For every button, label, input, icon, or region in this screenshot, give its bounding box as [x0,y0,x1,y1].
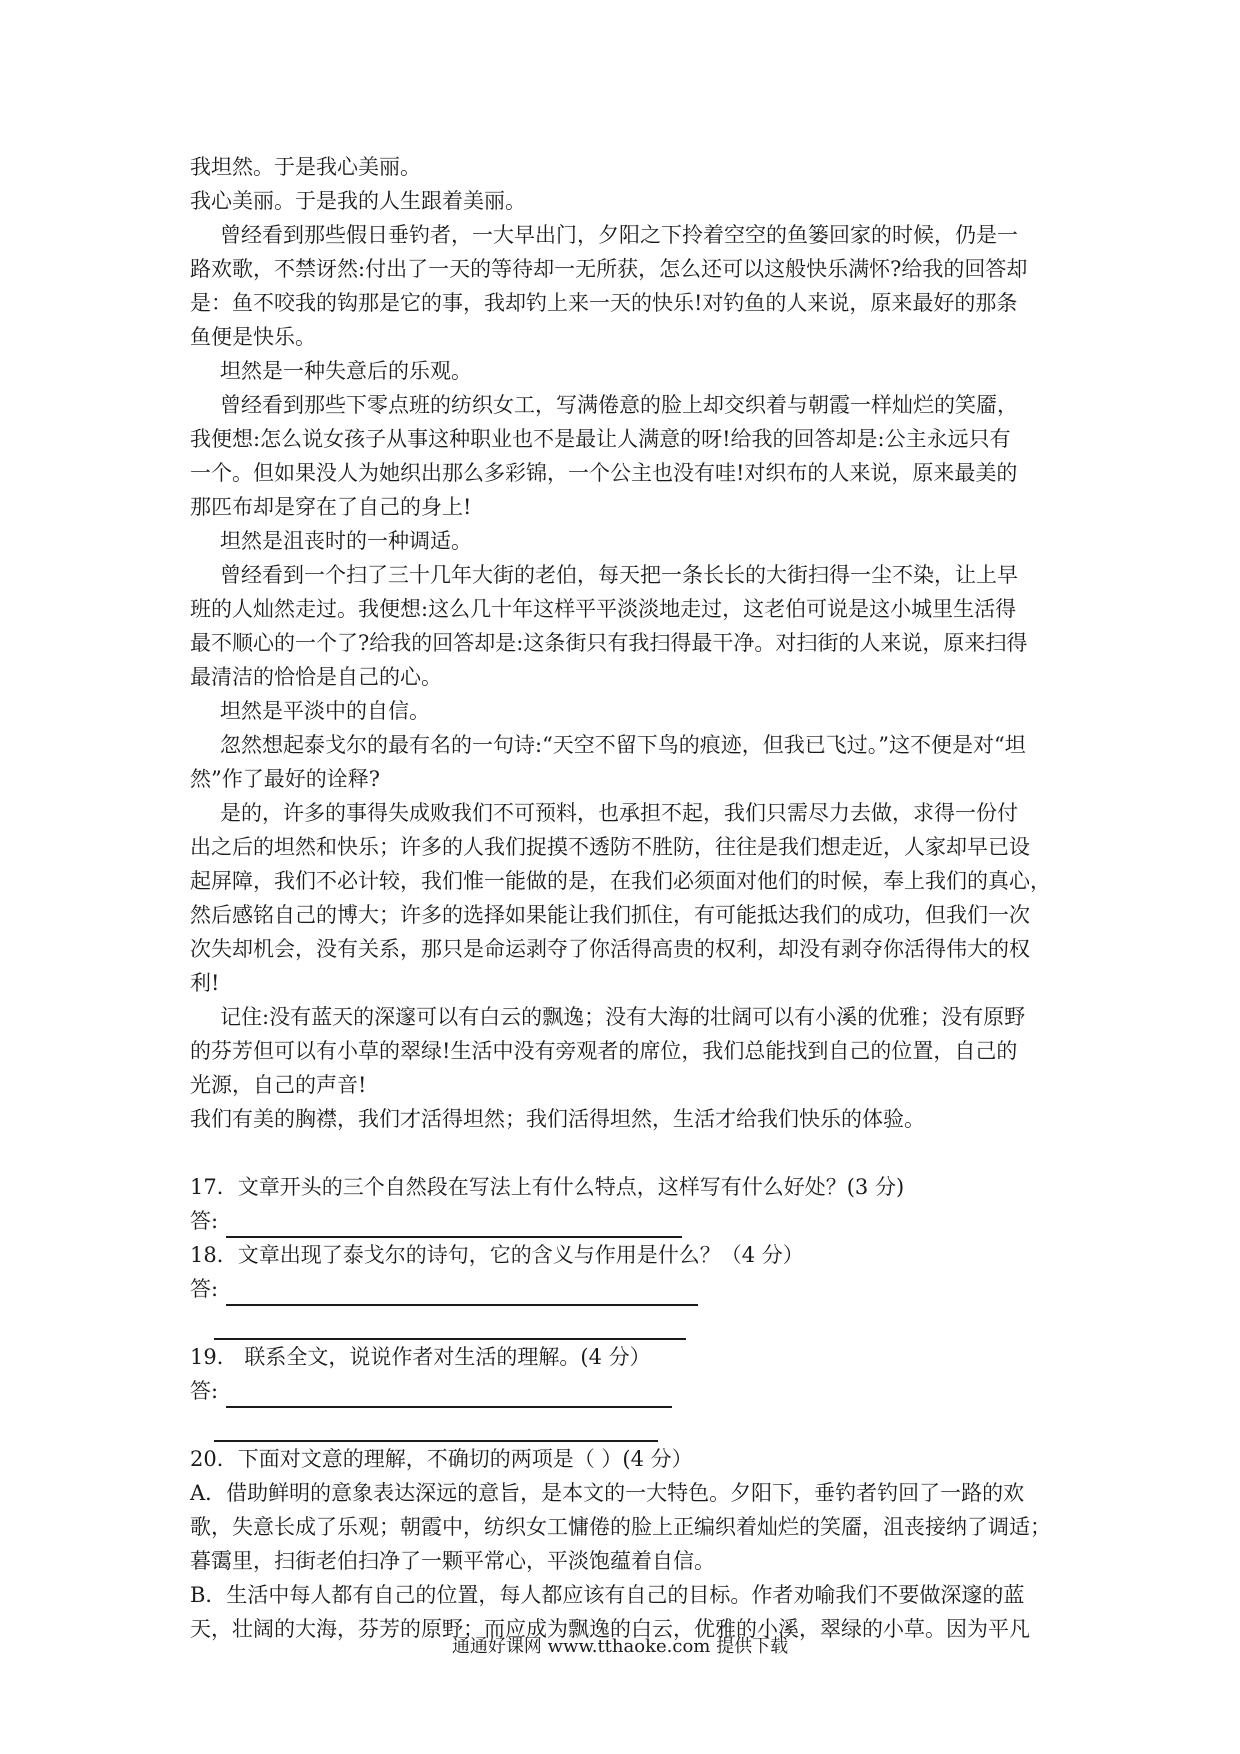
answer-label: 答: [190,1379,219,1403]
text-line: 然”作了最好的诠释? [190,767,380,791]
answer-18 [190,1272,1060,1306]
text-line: 光源，自己的声音! [190,1073,367,1097]
text-line: 坦然是平淡中的自信。 [220,699,430,723]
text-line: 鱼便是快乐。 [190,325,316,349]
text-line: 我们有美的胸襟，我们才活得坦然；我们活得坦然，生活才给我们快乐的体验。 [190,1107,925,1131]
text-line: 的芬芳但可以有小草的翠绿!生活中没有旁观者的席位，我们总能找到自己的位置，自己的 [190,1039,1018,1063]
text-line: 忽然想起泰戈尔的最有名的一句诗:“天空不留下鸟的痕迹，但我已飞过。”这不便是对“坦 [220,733,1026,757]
article-body [190,150,1060,1646]
section-gap [190,1136,1060,1170]
text-line: 利! [190,971,220,995]
text-line: 次失却机会，没有关系，那只是命运剥夺了你活得高贵的权利，却没有剥夺你活得伟大的权 [190,937,1030,961]
answer-19-blank[interactable] [226,1380,672,1408]
article-paragraphs [190,150,1060,1136]
option-line: B．生活中每人都有自己的位置，每人都应该有自己的目标。作者劝喻我们不要做深邃的蓝 [190,1583,1025,1607]
text-line: 是：鱼不咬我的钩那是它的事，我却钓上来一天的快乐!对钓鱼的人来说，原来最好的那条 [190,291,1018,315]
text-line: 最不顺心的一个了?给我的回答却是:这条街只有我扫得最干净。对扫街的人来说，原来扫得 [190,631,1028,655]
text-line: 起屏障，我们不必计较，我们惟一能做的是，在我们必须面对他们的时候，奉上我们的真心， [190,869,1051,893]
text-line: 一个。但如果没人为她织出那么多彩锦，一个公主也没有哇!对织布的人来说，原来最美的 [190,461,1018,485]
text-line: 路欢歌，不禁讶然:付出了一天的等待却一无所获，怎么还可以这般快乐满怀?给我的回答却 [190,257,1028,281]
option-line: A．借助鲜明的意象表达深远的意旨，是本文的一大特色。夕阳下，垂钓者钓回了一路的欢 [190,1481,1025,1505]
option-line: 歌，失意长成了乐观；朝霞中，纺织女工慵倦的脸上正编织着灿烂的笑靥，沮丧接纳了调适； [190,1515,1051,1539]
text-line: 坦然是一种失意后的乐观。 [220,359,472,383]
question-19: 19． 联系全文，说说作者对生活的理解。(4 分） [190,1345,651,1369]
text-line: 那匹布却是穿在了自己的身上! [190,495,472,519]
option-line: 暮霭里，扫街老伯扫净了一颗平常心，平淡饱蕴着自信。 [190,1549,715,1573]
text-line: 班的人灿然走过。我便想:这么几十年这样平平淡淡地走过，这老伯可说是这小城里生活得 [190,597,1017,621]
text-line: 最清洁的恰恰是自己的心。 [190,665,442,689]
question-20: 20．下面对文意的理解，不确切的两项是（ ）(4 分） [190,1447,693,1471]
text-line: 曾经看到一个扫了三十几年大街的老伯，每天把一条长长的大街扫得一尘不染，让上早 [220,563,1018,587]
text-line: 我坦然。于是我心美丽。 [190,155,421,179]
answer-label: 答: [190,1209,219,1233]
page-footer: 通通好课网 www.tthaoke.com 提供下载 [451,1636,789,1657]
answer-19 [190,1374,1060,1408]
answer-label: 答: [190,1277,219,1301]
answer-17-blank[interactable] [226,1210,682,1238]
answer-18-extra [190,1306,1060,1340]
text-line: 我心美丽。于是我的人生跟着美丽。 [190,189,526,213]
text-line: 曾经看到那些假日垂钓者，一大早出门，夕阳之下拎着空空的鱼篓回家的时候，仍是一 [220,223,1018,247]
question-18: 18．文章出现了泰戈尔的诗句，它的含义与作用是什么？（4 分） [190,1243,804,1267]
answer-18-blank-2[interactable] [214,1312,686,1340]
answer-18-blank[interactable] [226,1278,698,1306]
question-17: 17．文章开头的三个自然段在写法上有什么特点，这样写有什么好处？(3 分) [190,1175,905,1199]
text-line: 是的，许多的事得失成败我们不可预料，也承担不起，我们只需尽力去做，求得一份付 [220,801,1018,825]
text-line: 然后感铭自己的博大；许多的选择如果能让我们抓住，有可能抵达我们的成功，但我们一次 [190,903,1030,927]
text-line: 记住:没有蓝天的深邃可以有白云的飘逸；没有大海的壮阔可以有小溪的优雅；没有原野 [220,1005,1026,1029]
option-line: 天，壮阔的大海，芬芳的原野；而应成为飘逸的白云，优雅的小溪，翠绿的小草。因为平凡 [190,1617,1030,1641]
text-line: 坦然是沮丧时的一种调适。 [220,529,472,553]
text-line: 我便想:怎么说女孩子从事这种职业也不是最让人满意的呀!给我的回答却是:公主永远只有 [190,427,1011,451]
text-line: 出之后的坦然和快乐；许多的人我们捉摸不透防不胜防，往往是我们想走近，人家却早已设 [190,835,1030,859]
answer-19-blank-2[interactable] [214,1414,658,1442]
answer-17 [190,1204,1060,1238]
text-line: 曾经看到那些下零点班的纺织女工，写满倦意的脸上却交织着与朝霞一样灿烂的笑靥， [220,393,1018,417]
answer-19-extra [190,1408,1060,1442]
